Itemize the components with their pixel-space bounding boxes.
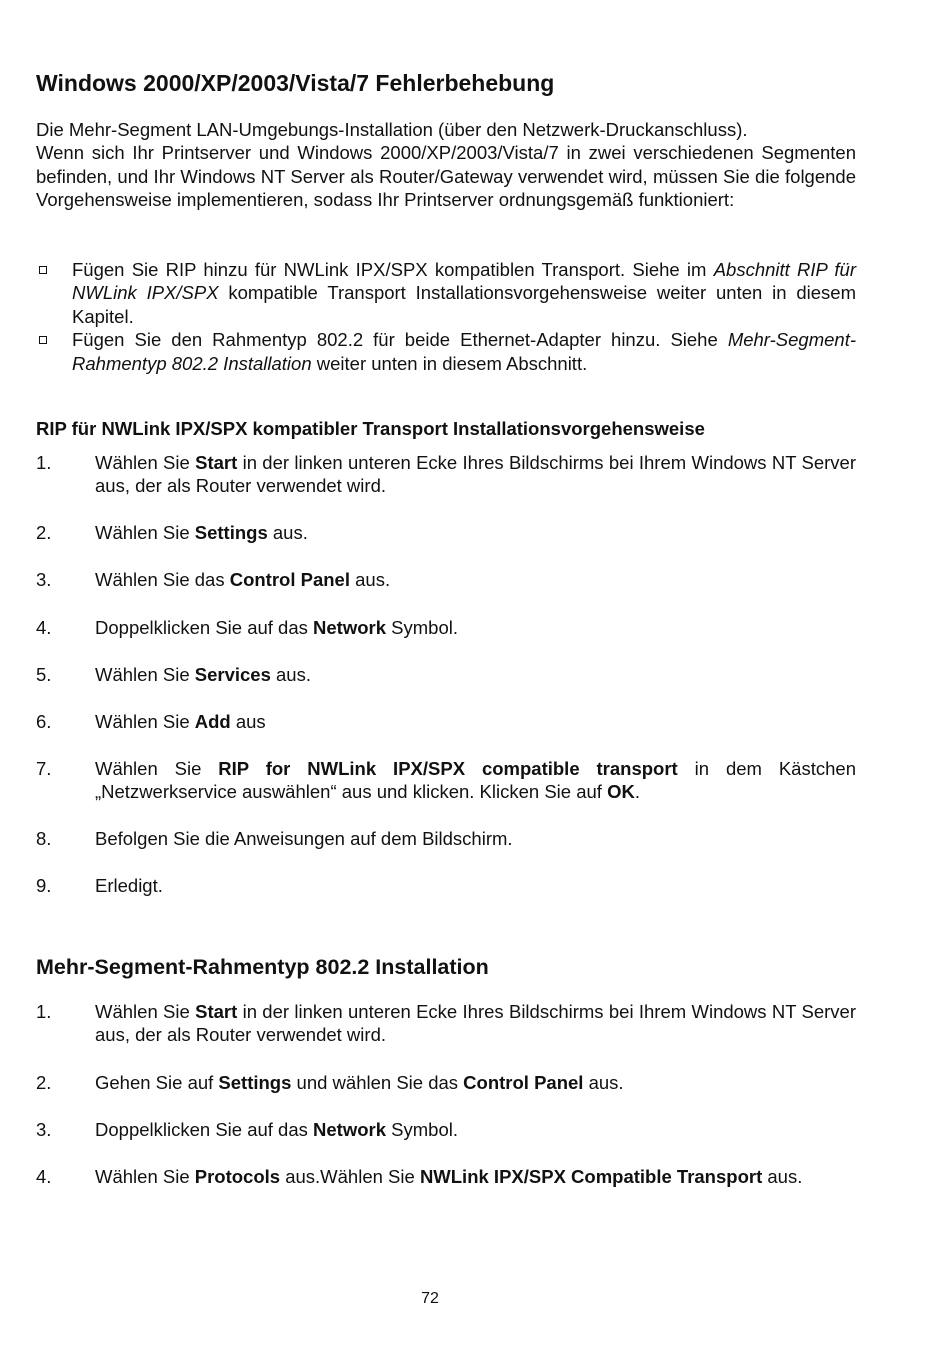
list-item [36,1071,856,1094]
step-number: 8. [36,828,52,849]
step-text: Gehen Sie auf Settings und wählen Sie das Control Panel aus. [95,1072,624,1093]
step-text: Doppelklicken Sie auf das Network Symbol. [95,617,458,638]
list-item [36,874,856,897]
step-number: 9. [36,875,52,896]
checkbox-square-icon [39,266,47,274]
step-text: Wählen Sie Start in der linken unteren Ecke Ihres Bildschirms bei Ihrem Windows NT Server aus, der als Router verwendet wird. [95,452,856,497]
step-text: Wählen Sie Start in der linken unteren Ecke Ihres Bildschirms bei Ihrem Windows NT Server aus, der als Router verwendet wird. [95,1001,856,1046]
step-number: 3. [36,1119,52,1140]
bullet-text: kompatible Transport Installationsvorgehensweise weiter unten in diesem Kapitel. [72,282,856,327]
list-item [36,663,856,686]
list-item [36,827,856,850]
step-number: 3. [36,569,52,590]
step-number: 5. [36,664,52,685]
intro-paragraph [36,118,856,212]
step-number: 2. [36,522,52,543]
section-heading-rip: RIP für NWLink IPX/SPX kompatibler Transport Installationsvorgehensweise [36,418,705,439]
list-item [36,451,856,498]
list-item [36,568,856,591]
bullet-item [36,328,856,375]
list-item [36,521,856,544]
list-item [36,710,856,733]
step-text: Wählen Sie Add aus [95,711,266,732]
page-number: 72 [421,1290,439,1307]
step-number: 2. [36,1072,52,1093]
step-number: 7. [36,758,52,779]
step-text: Wählen Sie Settings aus. [95,522,308,543]
list-item [36,616,856,639]
list-item [36,757,856,804]
bullet-reference: Mehr-Segment-Rahmentyp 802.2 Installation [72,329,856,374]
step-number: 1. [36,1001,52,1022]
step-text: Doppelklicken Sie auf das Network Symbol. [95,1119,458,1140]
page-title: Windows 2000/XP/2003/Vista/7 Fehlerbehebung [36,70,555,96]
step-number: 4. [36,617,52,638]
step-text: Wählen Sie das Control Panel aus. [95,569,391,590]
bullet-text: Fügen Sie RIP hinzu für NWLink IPX/SPX kompatiblen Transport. Siehe im [72,259,714,280]
intro-line-1: Die Mehr-Segment LAN-Umgebungs-Installation (über den Netzwerk-Druckanschluss). [36,119,748,140]
step-number: 1. [36,452,52,473]
bullet-text: Fügen Sie den Rahmentyp 802.2 für beide Ethernet-Adapter hinzu. Siehe [72,329,728,351]
list-item [36,1118,856,1141]
bullet-reference: Abschnitt RIP für NWLink IPX/SPX [72,259,856,304]
bullet-text: weiter unten in diesem Abschnitt. [311,352,588,374]
intro-line-2: Wenn sich Ihr Printserver und Windows 2000/XP/2003/Vista/7 in zwei verschiedenen Segmenten befinden, und Ihr Windows NT Server als Router/Gateway verwendet wird, müssen Sie die folgende Vorgehensweise implementieren, sodass Ihr Printserver ordnungsgemäß funktioniert: [36,142,856,211]
step-number: 4. [36,1166,52,1187]
bullet-list [36,258,856,375]
step-text: Wählen Sie Protocols aus.Wählen Sie NWLink IPX/SPX Compatible Transport aus. [95,1166,803,1187]
step-text: Befolgen Sie die Anweisungen auf dem Bildschirm. [95,828,513,849]
step-text: Wählen Sie Services aus. [95,664,311,685]
checkbox-square-icon [39,336,47,344]
step-text: Wählen Sie RIP for NWLink IPX/SPX compatible transport in dem Kästchen „Netzwerkservice auswählen“ aus und klicken. Klicken Sie auf OK. [95,758,856,803]
bullet-item [36,258,856,328]
list-item [36,1165,856,1188]
section-heading-frame-type: Mehr-Segment-Rahmentyp 802.2 Installation [36,955,489,979]
step-text: Erledigt. [95,875,163,896]
list-item [36,1000,856,1047]
step-number: 6. [36,711,52,732]
